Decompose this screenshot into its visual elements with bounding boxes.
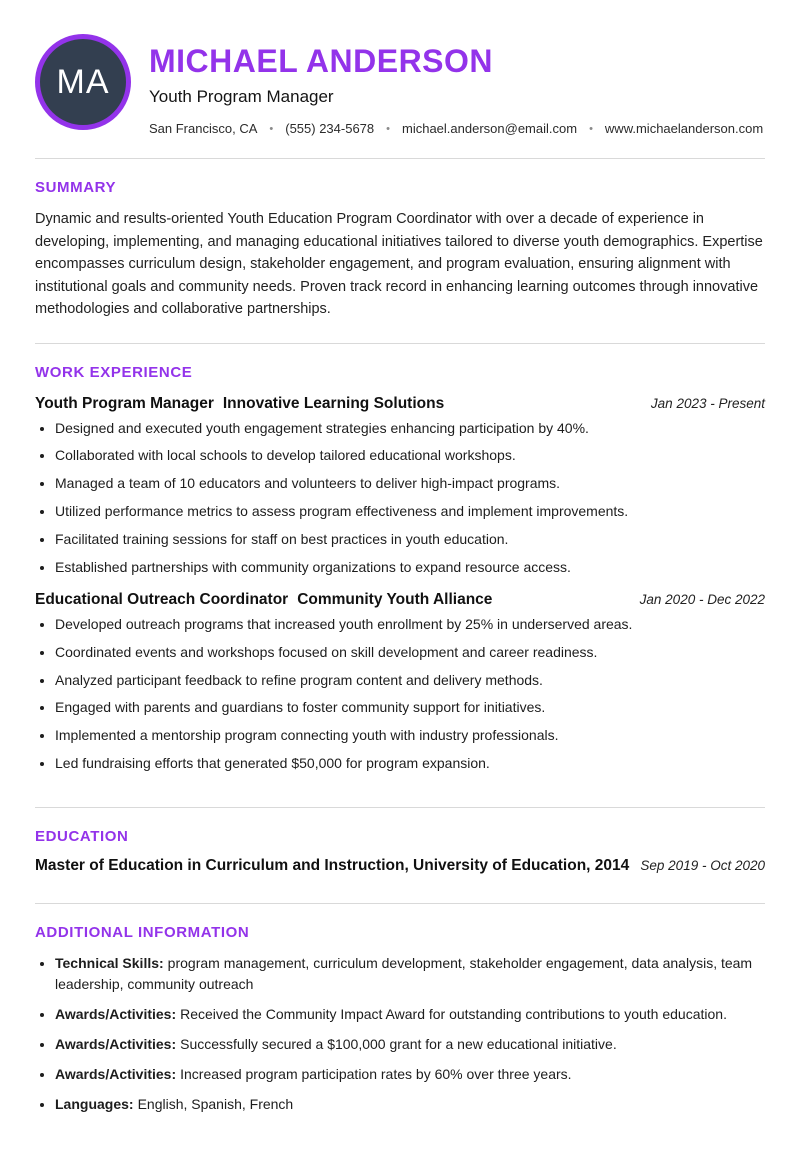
job-dates: Jan 2020 - Dec 2022 (639, 591, 765, 607)
additional-item-label: Awards/Activities: (55, 1006, 177, 1023)
additional-list (35, 953, 765, 1115)
job-bullet-list (35, 419, 765, 577)
job-bullet-list (35, 615, 765, 773)
job-dates: Jan 2023 - Present (650, 395, 765, 411)
job-bullet: • Collaborated with local schools to develop tailored educational workshops. (55, 446, 765, 465)
education-section (0, 828, 800, 875)
additional-item-label: Awards/Activities: (55, 1036, 177, 1053)
additional-item-label: Languages: (55, 1096, 134, 1113)
job-title-group (35, 395, 444, 413)
contact-row (149, 121, 763, 136)
job-title-group (35, 591, 492, 609)
job-bullet: • Led fundraising efforts that generated $50,000 for program expansion. (55, 754, 765, 773)
summary-heading: SUMMARY (35, 179, 117, 197)
job-bullet: • Established partnerships with community organizations to expand resource access. (55, 558, 765, 577)
header-text (149, 34, 763, 136)
job-bullet: • Utilized performance metrics to assess program effectiveness and implement improvements. (55, 502, 765, 521)
job-title: Educational Outreach Coordinator (35, 590, 289, 608)
contact-separator: • (386, 122, 390, 135)
additional-item (55, 1064, 765, 1085)
job-bullet: • Coordinated events and workshops focused on skill development and career readiness. (55, 643, 765, 662)
job-company: Innovative Learning Solutions (222, 394, 445, 412)
section-divider (35, 807, 765, 808)
additional-item-text: Increased program participation rates by 60% over three years. (180, 1066, 572, 1083)
job-header (35, 591, 765, 609)
contact-email: michael.anderson@email.com (402, 121, 578, 137)
job-bullet: • Designed and executed youth engagement strategies enhancing participation by 40%. (55, 419, 765, 438)
education-degree: Master of Education in Curriculum and Instruction, University of Education, 2014 (35, 857, 630, 875)
additional-item-label: Technical Skills: (55, 955, 164, 972)
resume-header (0, 0, 800, 136)
job-bullet: • Developed outreach programs that increased youth enrollment by 25% in underserved areas. (55, 615, 765, 634)
job-bullet: • Managed a team of 10 educators and volunteers to deliver high-impact programs. (55, 474, 765, 493)
additional-item-text: program management, curriculum development, stakeholder engagement, data analysis, team leadership, community outreach (55, 955, 753, 993)
contact-separator: • (589, 122, 593, 135)
education-entry (35, 857, 765, 875)
candidate-name: MICHAEL ANDERSON (149, 43, 494, 79)
additional-item-text: Successfully secured a $100,000 grant for a new educational initiative. (180, 1036, 617, 1053)
job-title: Youth Program Manager (35, 394, 214, 412)
work-experience-heading: WORK EXPERIENCE (35, 363, 193, 381)
candidate-title: Youth Program Manager (149, 87, 334, 107)
section-divider (35, 903, 765, 904)
section-divider (35, 158, 765, 159)
work-experience-section (0, 364, 800, 774)
avatar-initials: MA (56, 62, 110, 101)
job-company: Community Youth Alliance (297, 590, 493, 608)
summary-text: Dynamic and results-oriented Youth Education Program Coordinator with over a decade of experience in developing, implementing, and managing educational initiatives tailored to diverse youth demographics. Expertise encompasses curriculum design, stakeholder engagement, and program evaluation, ensuring alignment with institutional goals and community needs. Proven track record in enhancing learning outcomes through innovative methodologies and collaborative partnerships. (35, 211, 763, 318)
avatar (35, 34, 131, 130)
job-entry (35, 395, 765, 577)
additional-information-heading: ADDITIONAL INFORMATION (35, 924, 250, 942)
contact-phone: (555) 234-5678 (285, 121, 375, 137)
additional-information-section (0, 924, 800, 1115)
job-entry (35, 591, 765, 773)
job-bullet: • Engaged with parents and guardians to foster community support for initiatives. (55, 698, 765, 717)
additional-item (55, 1034, 765, 1055)
job-bullet: • Analyzed participant feedback to refine program content and delivery methods. (55, 671, 765, 690)
summary-section (0, 179, 800, 320)
additional-item (55, 953, 765, 995)
education-dates: Sep 2019 - Oct 2020 (640, 858, 765, 874)
job-bullet: • Implemented a mentorship program connecting youth with industry professionals. (55, 726, 765, 745)
additional-item (55, 1004, 765, 1025)
job-bullet: • Facilitated training sessions for staff on best practices in youth education. (55, 530, 765, 549)
job-header (35, 395, 765, 413)
contact-location: San Francisco, CA (149, 121, 258, 137)
contact-website: www.michaelanderson.com (604, 121, 764, 137)
additional-item-text: Received the Community Impact Award for outstanding contributions to youth education. (180, 1006, 727, 1023)
education-heading: EDUCATION (35, 828, 129, 846)
contact-separator: • (269, 122, 274, 135)
section-divider (35, 343, 765, 344)
additional-item-label: Awards/Activities: (55, 1066, 177, 1083)
additional-item-text: English, Spanish, French (137, 1096, 294, 1113)
additional-item (55, 1094, 765, 1115)
